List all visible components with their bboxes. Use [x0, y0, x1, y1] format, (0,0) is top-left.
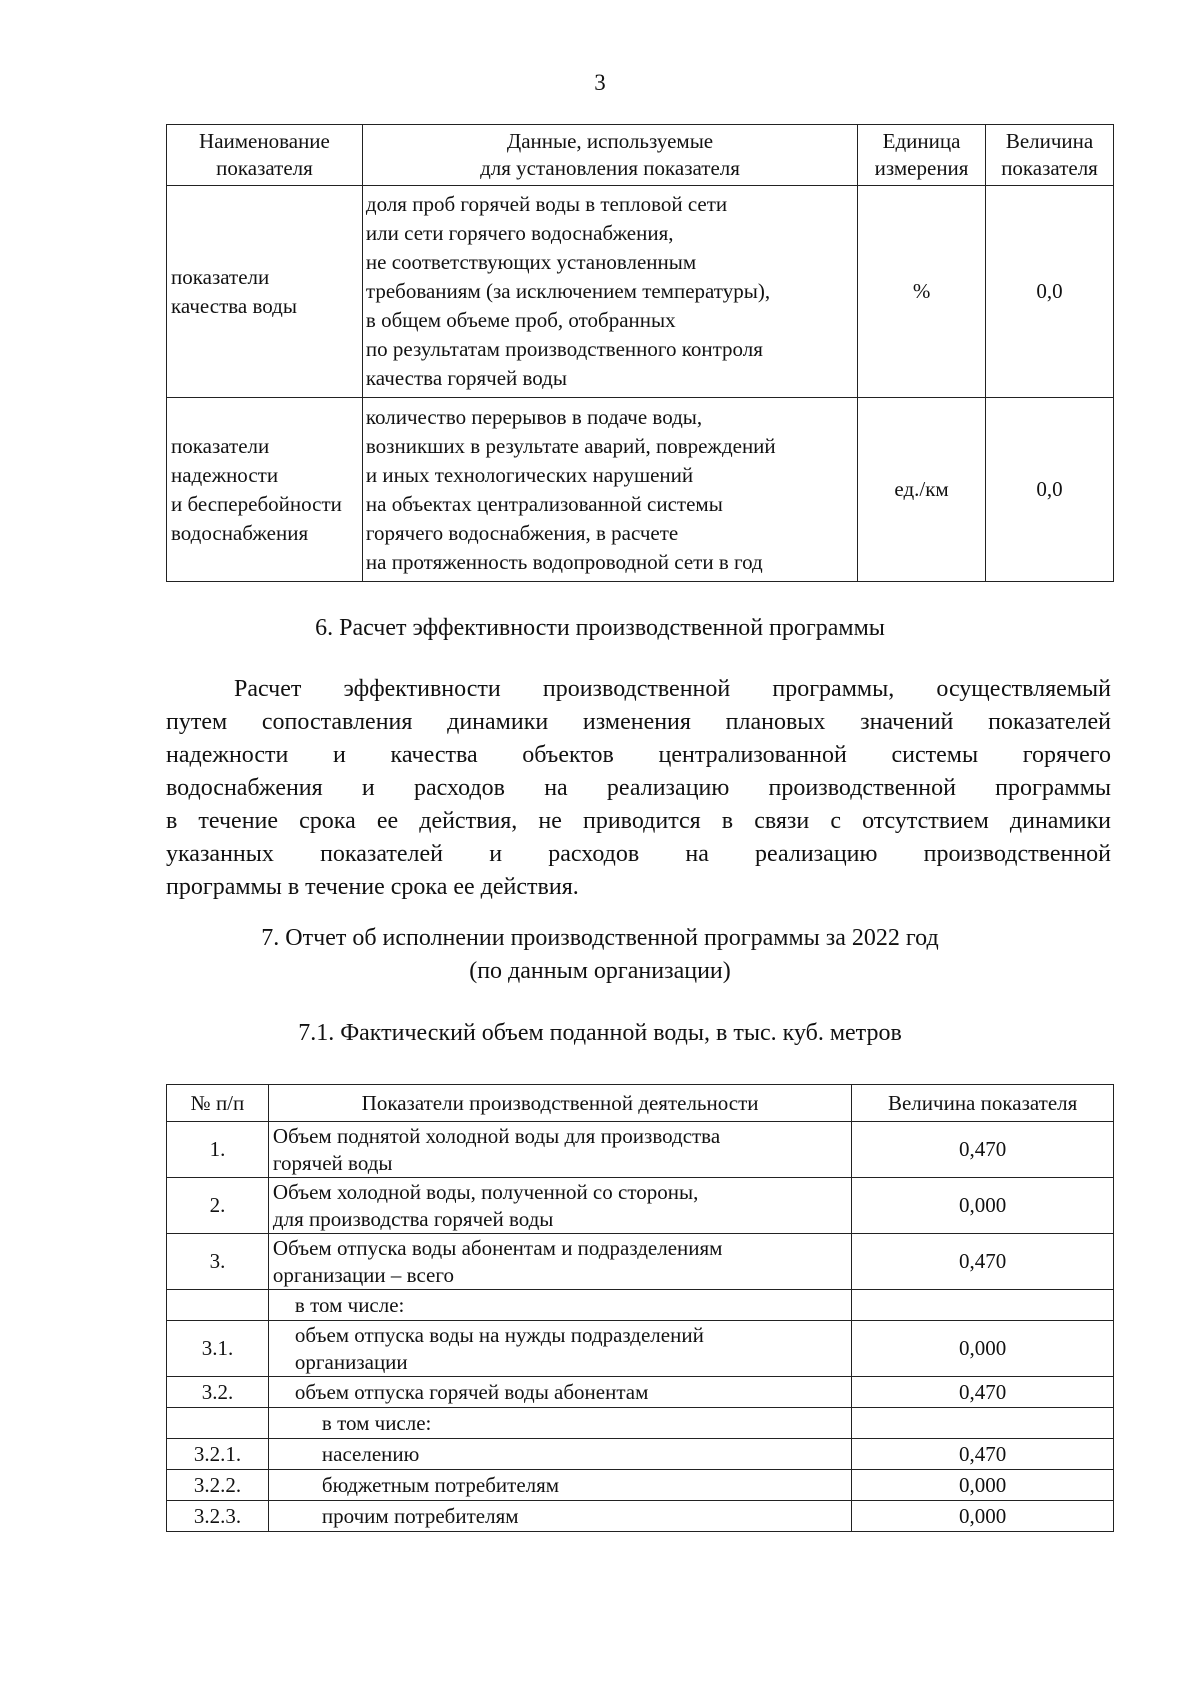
table-row: [167, 1122, 1114, 1178]
row-number-cell: 3.2.3.: [167, 1501, 269, 1532]
table-row: [167, 1470, 1114, 1501]
indicator-label-line: в том числе:: [294, 1292, 405, 1317]
table-row: [167, 1408, 1114, 1439]
indicator-name-cell: показатели качества воды: [167, 186, 363, 398]
indicator-label-line: Объем поднятой холодной воды для производства: [272, 1123, 721, 1148]
table-header-row: [167, 1085, 1114, 1122]
row-number-cell: 1.: [167, 1122, 269, 1178]
header-data-used: Данные, используемые для установления показателя: [362, 125, 857, 186]
paragraph-line: программы в течение срока ее действия.: [166, 874, 579, 900]
table-row: [167, 1290, 1114, 1321]
row-number-cell: 3.2.2.: [167, 1470, 269, 1501]
water-volume-table: [166, 1084, 1114, 1532]
value-cell: 0,000: [852, 1470, 1114, 1501]
value-cell: 0,470: [852, 1234, 1114, 1290]
indicator-label-line: объем отпуска воды на нужды подразделений: [294, 1322, 704, 1347]
page-number: 3: [594, 70, 606, 95]
paragraph-line: водоснабжения и расходов на реализацию производственной программы: [166, 775, 1111, 801]
value-cell: 0,470: [852, 1439, 1114, 1470]
indicator-label-cell: [268, 1470, 851, 1501]
indicators-table: [166, 124, 1114, 582]
table-row: [167, 1439, 1114, 1470]
value-cell: 0,000: [852, 1321, 1114, 1377]
value-cell: 0,000: [852, 1178, 1114, 1234]
indicator-label-line: прочим потребителям: [321, 1503, 519, 1528]
section-7-1-subheading: 7.1. Фактический объем поданной воды, в тыс. куб. метров: [298, 1020, 902, 1046]
indicator-label-cell: [268, 1178, 851, 1234]
value-cell: [852, 1408, 1114, 1439]
row-number-cell: [167, 1290, 269, 1321]
indicator-label-cell: [268, 1377, 851, 1408]
section-6-heading: 6. Расчет эффективности производственной программы: [315, 615, 885, 641]
indicator-data-cell: количество перерывов в подаче воды, возникших в результате аварий, повреждений и иных технологических нарушений на объектах централизованной системы горячего водоснабжения, в расчете на протяженность водопроводной сети в год: [362, 398, 857, 582]
paragraph-line: указанных показателей и расходов на реализацию производственной: [166, 841, 1111, 867]
indicator-label-line: бюджетным потребителям: [321, 1472, 560, 1497]
row-number-cell: 3.2.1.: [167, 1439, 269, 1470]
paragraph-line: в течение срока ее действия, не приводится в связи с отсутствием динамики: [166, 808, 1111, 834]
row-number-cell: [167, 1408, 269, 1439]
row-number-cell: 3.: [167, 1234, 269, 1290]
value-cell: 0,000: [852, 1501, 1114, 1532]
section-6-paragraph: [166, 673, 1111, 904]
indicator-label-line: Объем холодной воды, полученной со стороны,: [272, 1179, 699, 1204]
indicator-label-line: Объем отпуска воды абонентам и подразделениям: [272, 1235, 723, 1260]
indicator-label-cell: [268, 1290, 851, 1321]
table-row: [167, 186, 1114, 398]
row-number-cell: 3.2.: [167, 1377, 269, 1408]
header-unit: Единица измерения: [858, 125, 986, 186]
indicator-label-cell: [268, 1122, 851, 1178]
indicator-label-line: в том числе:: [321, 1410, 432, 1435]
indicator-label-cell: [268, 1439, 851, 1470]
table-row: [167, 1501, 1114, 1532]
header-value: Величина показателя: [986, 125, 1114, 186]
value-cell: 0,470: [852, 1377, 1114, 1408]
indicator-name-cell: показатели надежности и бесперебойности водоснабжения: [167, 398, 363, 582]
section-7-heading: 7. Отчет об исполнении производственной программы за 2022 год: [261, 925, 939, 951]
indicator-label-line: горячей воды: [272, 1150, 393, 1175]
table-row: [167, 1234, 1114, 1290]
header-indicator-name: Наименование показателя: [167, 125, 363, 186]
table-row: [167, 1178, 1114, 1234]
section-7-heading-note: (по данным организации): [469, 958, 731, 984]
table-header-row: [167, 125, 1114, 186]
indicator-label-cell: [268, 1321, 851, 1377]
row-number-cell: 3.1.: [167, 1321, 269, 1377]
value-cell: [852, 1290, 1114, 1321]
paragraph-line: Расчет эффективности производственной программы, осуществляемый: [234, 676, 1111, 702]
indicator-label-line: населению: [321, 1441, 420, 1466]
indicator-label-cell: [268, 1408, 851, 1439]
indicator-label-cell: [268, 1501, 851, 1532]
paragraph-line: надежности и качества объектов централизованной системы горячего: [166, 742, 1111, 768]
header-value: Величина показателя: [852, 1085, 1114, 1122]
row-number-cell: 2.: [167, 1178, 269, 1234]
indicator-label-cell: [268, 1234, 851, 1290]
indicator-label-line: организации – всего: [272, 1262, 454, 1287]
table-row: [167, 1321, 1114, 1377]
header-indicators: Показатели производственной деятельности: [268, 1085, 851, 1122]
unit-cell: ед./км: [858, 398, 986, 582]
indicator-data-cell: доля проб горячей воды в тепловой сети или сети горячего водоснабжения, не соответствующих установленным требованиям (за исключением температуры), в общем объеме проб, отобранных по результатам производственного контроля качества горячей воды: [362, 186, 857, 398]
table-row: [167, 1377, 1114, 1408]
table-row: [167, 398, 1114, 582]
indicator-label-line: для производства горячей воды: [272, 1206, 554, 1231]
header-number: № п/п: [167, 1085, 269, 1122]
value-cell: 0,0: [986, 398, 1114, 582]
indicator-label-line: объем отпуска горячей воды абонентам: [294, 1379, 649, 1404]
unit-cell: %: [858, 186, 986, 398]
value-cell: 0,0: [986, 186, 1114, 398]
value-cell: 0,470: [852, 1122, 1114, 1178]
indicator-label-line: организации: [294, 1349, 408, 1374]
paragraph-line: путем сопоставления динамики изменения плановых значений показателей: [166, 709, 1111, 735]
